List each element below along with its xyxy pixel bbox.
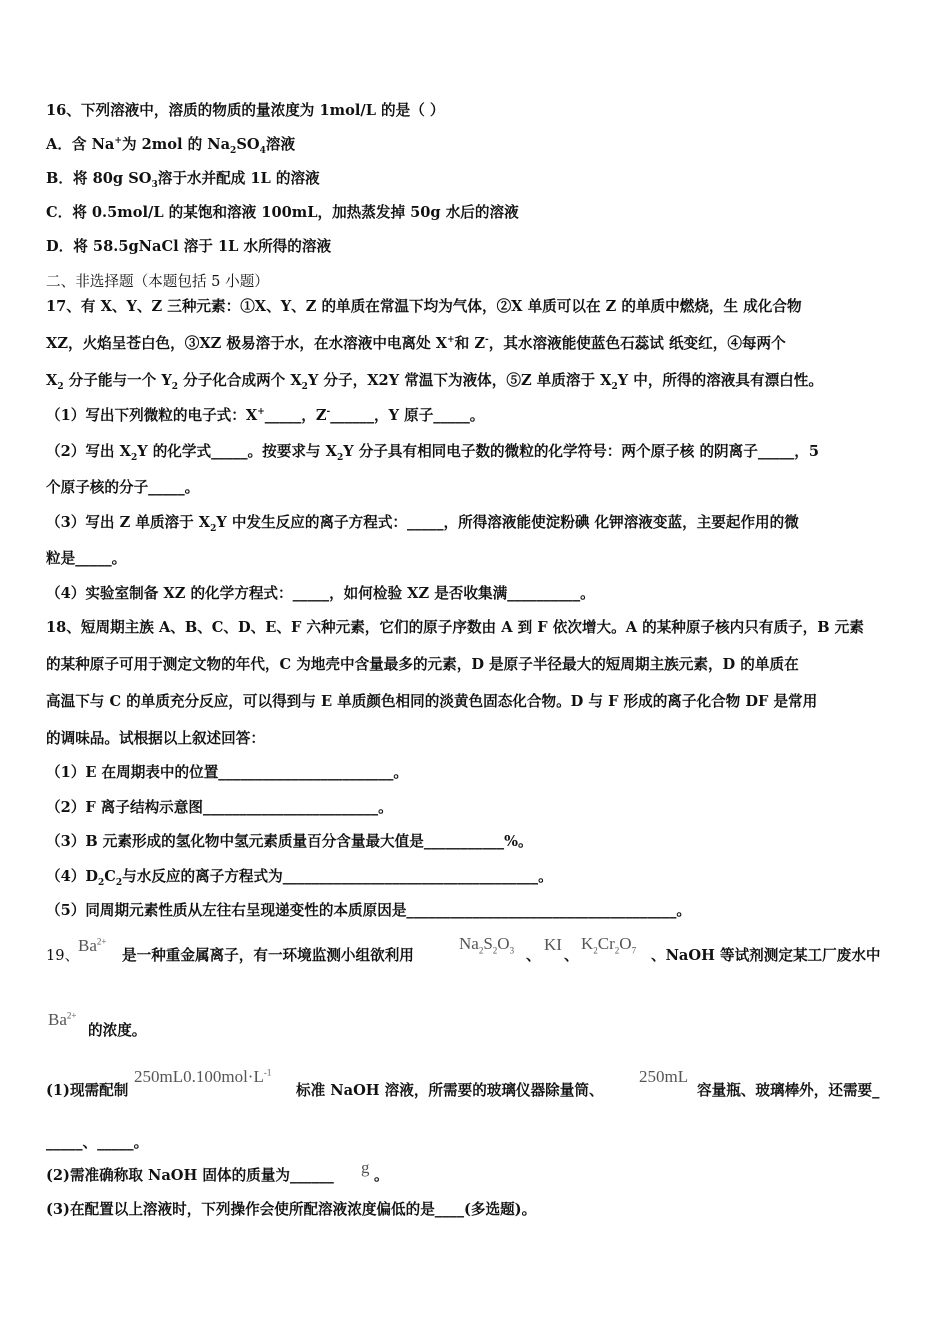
- q16-option-c: C．将 0.5mol/L 的某饱和溶液 100mL，加热蒸发掉 50g 水后的溶液: [46, 204, 519, 221]
- q17-line1: 17、有 X、Y、Z 三种元素：①X、Y、Z 的单质在常温下均为气体，②X 单质可以在 Z 的单质中燃烧，生 成化合物: [46, 298, 802, 315]
- q19-part1-line2: _____、_____。: [46, 1134, 149, 1151]
- q17-part1: （1）写出下列微粒的电子式：X+_____，Z-______，Y 原子_____。: [46, 407, 485, 424]
- q16-option-d: D．将 58.5gNaCl 溶于 1L 水所得的溶液: [46, 238, 332, 255]
- potassium-dichromate-formula: $K_2Cr_2O_7$: [581, 934, 637, 956]
- q17-part3-line1: （3）写出 Z 单质溶于 $X_2Y$ 中发生反应的离子方程式：_____，所得溶液能使淀粉碘 化钾溶液变蓝，主要起作用的微: [46, 514, 799, 534]
- concentration-expression: $250mL0.100mol\cdot L^{-1}$: [134, 1067, 272, 1086]
- q18-part4: $(4)D_2C_2$与水反应的离子方程式为___________________________________。: [46, 868, 553, 888]
- q18-line1: 18、短周期主族 A、B、C、D、E、F 六种元素，它们的原子序数由 A 到 F 依次增大。A 的某种原子核内只有质子，B 元素: [46, 619, 864, 636]
- q16-option-b: B．将 80g $SO_3$溶于水并配成 1L 的溶液: [46, 170, 320, 190]
- potassium-iodide-formula: KI: [544, 935, 562, 954]
- q18-line4: 的调味品。试根据以上叙述回答：: [46, 730, 265, 747]
- q17-part2-line1: （2）写出 $X_2Y$ 的化学式_____。按要求与 $X_2Y$ 分子具有相同电子数的微粒的化学符号：两个原子核 的阴离子_____，5: [46, 443, 820, 463]
- q18-line3: 高温下与 C 的单质充分反应，可以得到与 E 单质颜色相同的淡黄色固态化合物。D 与 F 形成的离子化合物 DF 是常用: [46, 693, 818, 710]
- q19-separator-2: 、: [564, 947, 579, 964]
- q19-line1-end: 、NaOH 等试剂测定某工厂废水中: [651, 947, 881, 964]
- q18-part1: （1）E 在周期表中的位置________________________。: [46, 764, 409, 781]
- gram-unit: g: [361, 1158, 370, 1177]
- q18-part5: （5）同周期元素性质从左往右呈现递变性的本质原因是_____________________________________。: [46, 902, 691, 919]
- q16-option-a: A．含 Na+为 2mol 的 $Na_2SO_4$溶液: [46, 136, 296, 156]
- q19-part1-end: 容量瓶、玻璃棒外，还需要_: [697, 1082, 880, 1099]
- volume-expression: 250mL: [639, 1067, 689, 1086]
- q17-part3-line2: 粒是_____。: [46, 550, 127, 567]
- q18-part3: （3）B 元素形成的氢化物中氢元素质量百分含量最大值是___________%。: [46, 833, 533, 850]
- q17-part4: （4）实验室制备 XZ 的化学方程式：_____，如何检验 XZ 是否收集满__________。: [46, 585, 595, 602]
- q19-number: 19、: [46, 947, 80, 964]
- q19-part1-middle: 标准 NaOH 溶液，所需要的玻璃仪器除量筒、: [296, 1082, 604, 1099]
- sodium-thiosulfate-formula: $Na_2S_2O_3$: [459, 934, 515, 956]
- q16-stem: 16、下列溶液中，溶质的物质的量浓度为 1mol/L 的是（ ）: [46, 102, 445, 119]
- q19-line1-text: 是一种重金属离子，有一环境监测小组欲利用: [122, 947, 414, 964]
- q18-line2: 的某种原子可用于测定文物的年代，C 为地壳中含量最多的元素，D 是原子半径最大的短周期主族元素，D 的单质在: [46, 656, 799, 673]
- q19-part3: (3)在配置以上溶液时，下列操作会使所配溶液浓度偏低的是____(多选题)。: [46, 1201, 537, 1218]
- q19-part2-end: 。: [374, 1167, 389, 1184]
- barium-ion-formula: $Ba^{2+}$: [78, 936, 107, 955]
- q19-separator-1: 、: [526, 947, 541, 964]
- q19-line2-text: 的浓度。: [88, 1022, 147, 1039]
- q18-part2: （2）F 离子结构示意图________________________。: [46, 799, 393, 816]
- section-heading: 二、非选择题（本题包括 5 小题）: [46, 273, 269, 290]
- q17-line3: $X_2$ 分子能与一个 $Y_2$ 分子化合成两个 $X_2Y$ 分子，X2Y 常温下为液体，⑤Z 单质溶于 $X_2Y$ 中，所得的溶液具有漂白性。: [46, 372, 823, 392]
- q17-part2-line2: 个原子核的分子_____。: [46, 479, 200, 496]
- q19-part1-lead: (1)现需配制: [46, 1082, 129, 1099]
- barium-ion-formula-2: $Ba^{2+}$: [48, 1010, 77, 1029]
- q17-line2: XZ，火焰呈苍白色，③XZ 极易溶于水，在水溶液中电离处 X+和 Z-，其水溶液能使蓝色石蕊试 纸变红，④每两个: [46, 335, 786, 352]
- q19-part2-lead: (2)需准确称取 NaOH 固体的质量为______: [46, 1167, 334, 1184]
